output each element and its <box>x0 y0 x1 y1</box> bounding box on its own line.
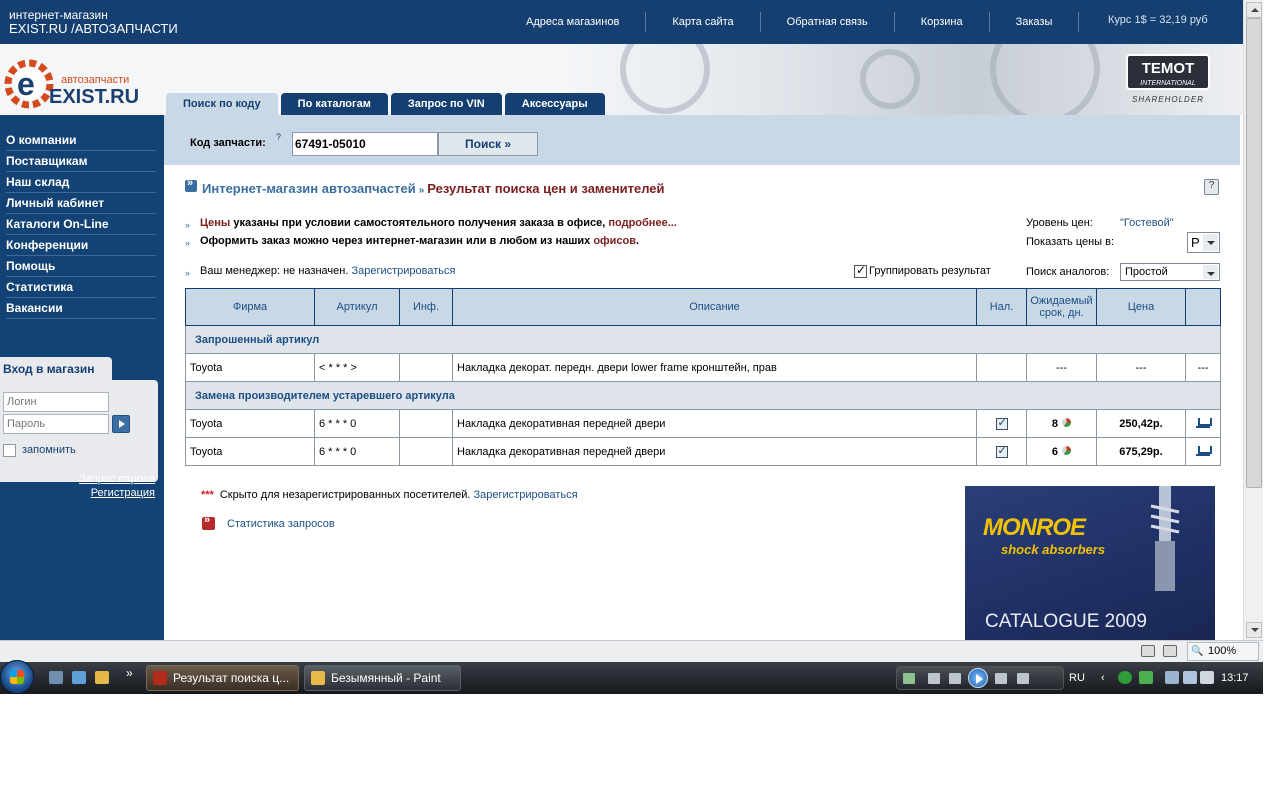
col-term[interactable] <box>1027 289 1097 326</box>
pie-chart-icon[interactable] <box>1062 418 1071 427</box>
price-note <box>200 217 677 229</box>
vertical-scrollbar[interactable] <box>1243 0 1263 640</box>
page-title: Результат поиска цен и заменителей <box>427 181 665 196</box>
cell-action <box>1186 438 1221 466</box>
security-icon[interactable] <box>1141 645 1155 657</box>
col-description[interactable]: Описание <box>453 289 977 326</box>
analog-search-label: Поиск аналогов: <box>1026 266 1110 278</box>
sidebar-item-warehouse[interactable]: Наш склад <box>6 172 156 193</box>
banner-sub: shock absorbers <box>1001 542 1106 557</box>
section-replacement <box>186 382 1221 410</box>
manager-note <box>200 265 455 277</box>
order-note-end: . <box>636 235 640 247</box>
task-browser[interactable] <box>146 665 299 691</box>
cell-term <box>1027 410 1097 438</box>
temot-tag: SHAREHOLDER <box>1132 95 1204 104</box>
show-desktop-icon[interactable] <box>49 671 63 684</box>
hidden-note-text: Скрыто для незарегистрированных посетителей. <box>219 489 474 501</box>
cell-action <box>1186 410 1221 438</box>
banner-catalogue: CATALOGUE 2009 <box>985 611 1147 632</box>
section-requested <box>186 326 1221 354</box>
offices-link[interactable]: офисов <box>593 235 637 247</box>
logo-big-text: EXIST.RU <box>49 86 140 108</box>
sidebar-item-help[interactable]: Помощь <box>6 256 156 277</box>
cell-info <box>400 354 453 382</box>
tab-vin[interactable]: Запрос по VIN <box>391 93 502 115</box>
cell-description: Накладка декорат. передн. двери lower frame кронштейн, прав <box>453 354 977 382</box>
tab-catalogs[interactable]: По каталогам <box>281 93 388 115</box>
breadcrumb-sep: » <box>418 185 425 196</box>
scroll-down-button[interactable] <box>1246 622 1262 638</box>
col-stock: Нал. <box>977 289 1027 326</box>
top-nav <box>500 0 1243 44</box>
col-term-label: Ожидаемый срок, дн. <box>1030 295 1093 319</box>
language-indicator[interactable]: RU <box>1069 672 1085 684</box>
breadcrumb-icon <box>185 180 197 192</box>
search-label: Код запчасти: <box>190 137 266 149</box>
order-note <box>200 235 639 247</box>
manager-text: Ваш менеджер: не назначен. <box>200 265 352 277</box>
gear-decoration <box>620 44 710 114</box>
show-prices-label: Показать цены в: <box>1026 236 1115 248</box>
pie-chart-icon[interactable] <box>1062 446 1071 455</box>
cart-icon[interactable] <box>1196 417 1210 428</box>
monroe-banner[interactable] <box>965 486 1215 640</box>
price-note-red: Цены <box>200 217 231 229</box>
analog-search-select[interactable] <box>1120 263 1220 281</box>
price-level-label: Уровень цен: <box>1026 217 1093 229</box>
cell-term <box>1027 438 1097 466</box>
shock-absorber-icon <box>1145 486 1185 596</box>
brand-line2: EXIST.RU /АВТОЗАПЧАСТИ <box>9 21 178 36</box>
media-controls <box>896 666 1064 690</box>
analog-search-value: Простой <box>1125 266 1168 278</box>
password-input[interactable] <box>3 414 109 434</box>
hidden-register-link[interactable]: Зарегистрироваться <box>473 489 578 501</box>
clock[interactable]: 13:17 <box>1221 672 1249 684</box>
term-value: 6 <box>1051 445 1059 458</box>
stats-link[interactable]: Статистика запросов <box>227 518 335 530</box>
tab-code-search[interactable]: Поиск по коду <box>166 93 278 115</box>
cell-stock <box>977 354 1027 382</box>
cell-term: --- <box>1027 354 1097 382</box>
sidebar-item-statistics[interactable]: Статистика <box>6 277 156 298</box>
register-link-sidebar[interactable]: Регистрация <box>90 487 155 499</box>
in-stock-checkbox-icon <box>996 418 1008 430</box>
cell-description: Накладка декоративная передней двери <box>453 410 977 438</box>
scroll-thumb[interactable] <box>1246 18 1262 488</box>
start-button[interactable] <box>0 660 34 694</box>
group-results-label: Группировать результат <box>869 265 991 277</box>
sidebar-item-catalogs[interactable]: Каталоги On-Line <box>6 214 156 235</box>
quicklaunch-more-icon[interactable]: » <box>126 666 133 680</box>
price-note-text: указаны при условии самостоятельного получения заказа в офисе, <box>230 217 609 229</box>
site-brand[interactable] <box>9 8 178 36</box>
remember-label: запомнить <box>22 444 76 456</box>
task-browser-label: Результат поиска ц... <box>173 671 290 685</box>
cell-stock <box>977 438 1027 466</box>
cell-price: --- <box>1097 354 1186 382</box>
bullet-arrow-icon: » <box>185 238 191 248</box>
group-results-checkbox[interactable] <box>854 265 867 278</box>
exist-logo[interactable] <box>3 50 153 112</box>
table-row <box>186 438 1221 466</box>
col-firm[interactable]: Фирма <box>186 289 315 326</box>
chevron-down-icon <box>1203 234 1218 251</box>
top-bar <box>0 0 1243 44</box>
search-button[interactable]: Поиск » <box>438 132 538 156</box>
breadcrumb <box>202 181 665 196</box>
sidebar-menu <box>6 130 156 319</box>
search-help-icon[interactable]: ? <box>276 132 282 142</box>
gear-decoration <box>990 44 1100 115</box>
gear-decoration <box>860 49 920 109</box>
table-row <box>186 354 1221 382</box>
cell-info <box>400 410 453 438</box>
sidebar-item-vacancies[interactable]: Вакансии <box>6 298 156 319</box>
cell-action: --- <box>1186 354 1221 382</box>
login-title: Вход в магазин <box>0 357 112 381</box>
update-tray-icon[interactable] <box>1139 671 1153 684</box>
help-icon[interactable]: ? <box>1204 179 1219 195</box>
cell-description: Накладка декоративная передней двери <box>453 438 977 466</box>
login-input[interactable] <box>3 392 109 412</box>
search-tabs <box>166 93 605 115</box>
order-note-text: Оформить заказ можно через интернет-магазин или в любом из наших <box>200 235 594 247</box>
breadcrumb-shop-link[interactable]: Интернет-магазин автозапчастей <box>202 181 416 196</box>
forgot-password-link[interactable]: Запрос пароля <box>79 473 155 485</box>
previous-icon[interactable] <box>949 673 961 684</box>
cart-icon[interactable] <box>1196 445 1210 456</box>
more-info-link[interactable]: подробнее... <box>608 217 677 229</box>
in-stock-checkbox-icon <box>996 446 1008 458</box>
cell-price <box>1097 410 1186 438</box>
nav-cart[interactable]: Корзина <box>895 12 990 32</box>
left-sidebar <box>0 115 164 640</box>
zoom-control[interactable]: 🔍 100% <box>1187 642 1259 661</box>
temot-sub: INTERNATIONAL <box>1140 80 1196 87</box>
nav-sitemap[interactable]: Карта сайта <box>646 12 760 32</box>
display-tray-icon[interactable] <box>1165 671 1179 684</box>
svg-text:e: e <box>17 66 35 102</box>
col-info: Инф. <box>400 289 453 326</box>
temot-logo <box>1126 54 1212 106</box>
main-content <box>164 165 1240 640</box>
sidebar-item-suppliers[interactable]: Поставщикам <box>6 151 156 172</box>
scroll-up-button[interactable] <box>1246 2 1262 18</box>
paint-icon <box>311 671 325 685</box>
stars-marker: *** <box>201 489 214 501</box>
results-table <box>185 288 1221 466</box>
tray-expand-icon[interactable]: ‹ <box>1101 672 1105 684</box>
nav-orders[interactable]: Заказы <box>990 12 1080 32</box>
exchange-rate: Курс 1$ = 32,19 руб <box>1108 14 1208 26</box>
temot-name: TEMOT <box>1141 60 1195 77</box>
section-requested-title: Запрошенный артикул <box>186 326 1221 354</box>
task-paint[interactable] <box>304 665 461 691</box>
devices-tray-icon[interactable] <box>1183 671 1197 684</box>
sidebar-item-account[interactable]: Личный кабинет <box>6 193 156 214</box>
cell-firm: Toyota <box>186 438 315 466</box>
next-icon[interactable] <box>995 673 1007 684</box>
term-value: 8 <box>1051 417 1059 430</box>
brand-line1: интернет-магазин <box>9 8 108 22</box>
cell-article: 6 * * * 0 <box>315 410 400 438</box>
switch-windows-icon[interactable] <box>72 671 86 684</box>
cell-firm: Toyota <box>186 410 315 438</box>
sidebar-item-about[interactable]: О компании <box>6 130 156 151</box>
popup-icon[interactable] <box>1163 645 1177 657</box>
price-value: 250,42р. <box>1119 417 1163 430</box>
table-row <box>186 410 1221 438</box>
part-code-input[interactable]: 67491-05010 <box>292 132 438 156</box>
col-action <box>1186 289 1221 326</box>
section-replacement-title: Замена производителем устаревшего артикула <box>186 382 1221 410</box>
media-player-icon[interactable] <box>95 671 109 684</box>
nav-stores[interactable]: Адреса магазинов <box>500 12 646 32</box>
stats-icon[interactable] <box>202 517 215 530</box>
nav-feedback[interactable]: Обратная связь <box>761 12 895 32</box>
banner-brand: MONROE <box>983 514 1085 541</box>
remember-checkbox[interactable] <box>3 444 16 457</box>
cell-stock <box>977 410 1027 438</box>
network-tray-icon[interactable] <box>1118 671 1132 684</box>
bullet-arrow-icon: » <box>185 268 191 278</box>
task-paint-label: Безымянный - Paint <box>331 671 441 685</box>
hidden-note <box>201 489 578 501</box>
stop-icon[interactable] <box>928 673 940 684</box>
cell-article: < * * * > <box>315 354 400 382</box>
col-article[interactable]: Артикул <box>315 289 400 326</box>
volume-icon[interactable] <box>1017 673 1029 684</box>
currency-value: Р <box>1191 235 1200 250</box>
speaker-icon[interactable] <box>1200 671 1214 684</box>
play-button[interactable] <box>968 668 988 688</box>
currency-select[interactable] <box>1187 232 1220 253</box>
opera-icon <box>153 671 167 685</box>
col-price[interactable]: Цена <box>1097 289 1186 326</box>
search-bar <box>164 115 1240 165</box>
media-player-toolbar-icon[interactable] <box>903 673 915 684</box>
tab-accessories[interactable]: Аксессуары <box>505 93 605 115</box>
logo-small-text: автозапчасти <box>61 74 130 86</box>
cell-firm: Toyota <box>186 354 315 382</box>
table-header-row <box>186 289 1221 326</box>
manager-register-link[interactable]: Зарегистрироваться <box>351 265 456 277</box>
price-value: 675,29р. <box>1119 445 1163 458</box>
cell-article: 6 * * * 0 <box>315 438 400 466</box>
windows-taskbar <box>0 662 1263 694</box>
cell-info <box>400 438 453 466</box>
sidebar-item-conferences[interactable]: Конференции <box>6 235 156 256</box>
login-submit-button[interactable] <box>112 415 130 433</box>
cell-price <box>1097 438 1186 466</box>
bullet-arrow-icon: » <box>185 220 191 230</box>
chevron-down-icon <box>1203 265 1218 279</box>
price-level-value: "Гостевой" <box>1120 217 1174 229</box>
browser-status-bar <box>0 640 1263 662</box>
